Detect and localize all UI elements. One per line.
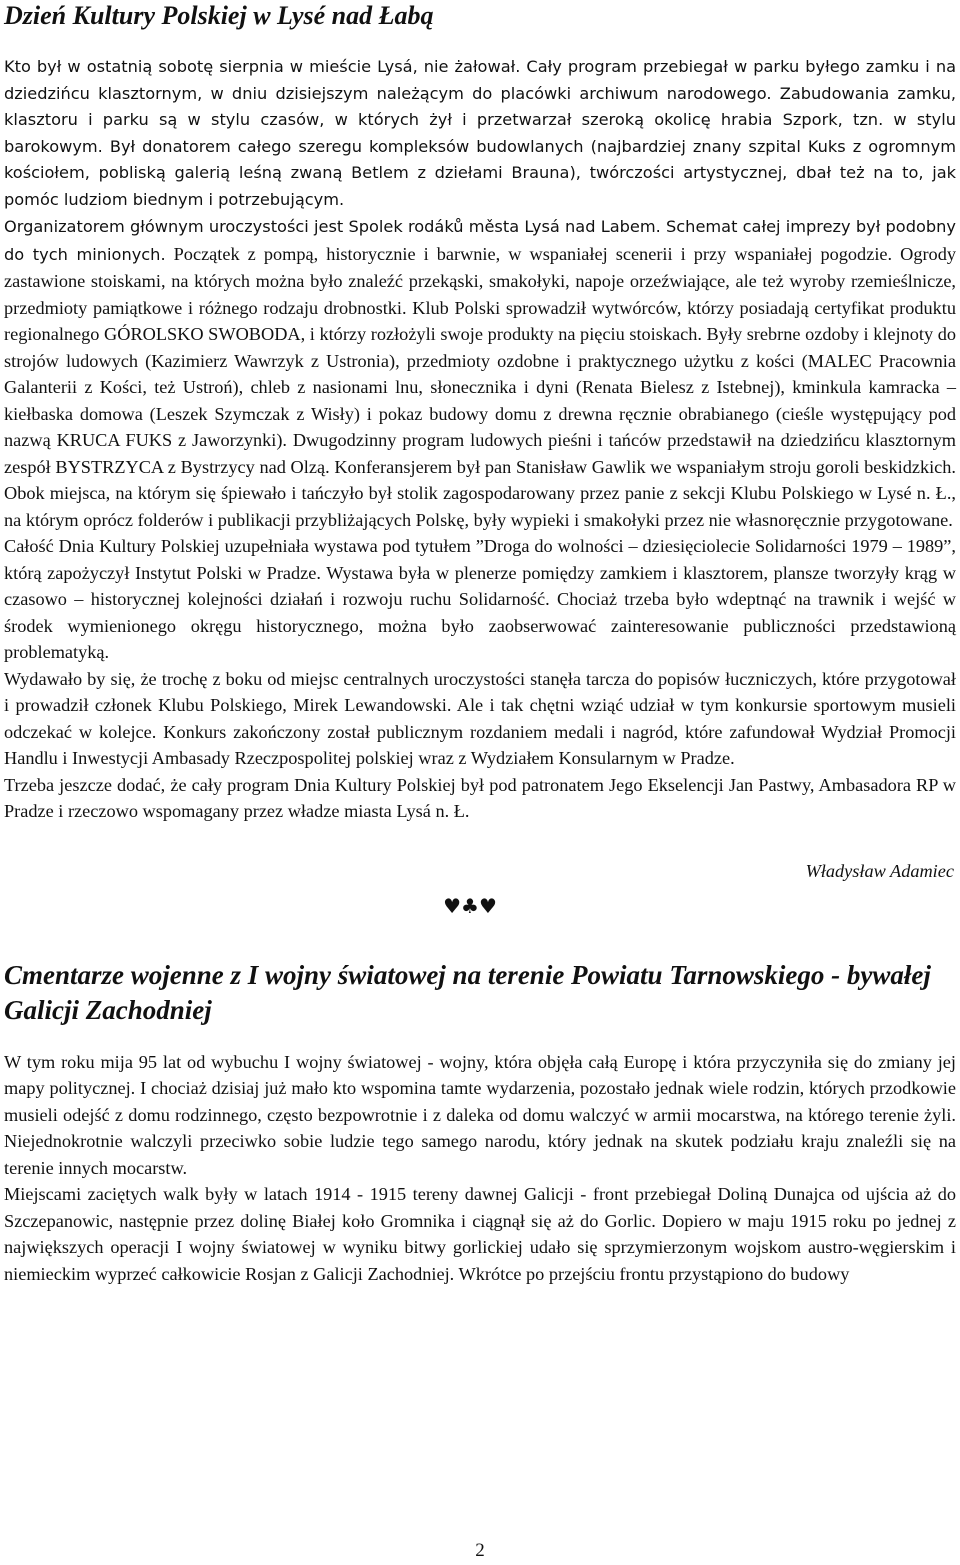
article-body	[4, 54, 956, 825]
article-body-2	[4, 1049, 956, 1288]
paragraph-archery: Wydawało by się, że trochę z boku od miejsc centralnych uroczystości stanęła tarcza do popisów łuczniczych, które przygotował i prowadził członek Klubu Polskiego, Mirek Lewandowski. Ale i tak chętni wziąć udział w tym konkursie sportowym musieli odczekać w kolejce. Konkurs zakończony został publicznym rozdaniem medali i nagród, które zafundował Wydział Promocji Handlu i Inwestycji Ambasady Rzeczpospolitej polskiej wraz z Wydziałem Konsularnym w Pradze.	[4, 668, 956, 768]
paragraph-program-lead: Organizatorem głównym uroczystości jest Spolek rodáků města Lysá nad Labem. Schemat całej imprezy był podobny do tych minionych.	[4, 217, 956, 264]
document-page	[4, 0, 956, 1287]
page-number: 2	[475, 1540, 485, 1561]
paragraph-ww1-intro: W tym roku mija 95 lat od wybuchu I wojny światowej - wojny, która objęła całą Europę i która przyczyniła się do zmiany jej mapy politycznej. I chociaż dzisiaj już mało kto wspomina tamte wydarzenia, pozostało jednak wiele rodzin, których przodkowie musieli odejść z domu rodzinnego, często bezpowrotnie i z daleka od domu walczyć w armii mocarstwa, na którego terenie żyli. Niejednokrotnie walczyli przeciwko sobie ludzie tego samego narodu, który jednak na skutek podziału kraju znaleźli się na terenie innych mocarstw.	[4, 1051, 956, 1178]
article-title-2: Cmentarze wojenne z I wojny światowej na terenie Powiatu Tarnowskiego - bywałej Galicji Zachodniej	[4, 959, 931, 1025]
paragraph-ww1-front: Miejscami zaciętych walk były w latach 1914 - 1915 tereny dawnej Galicji - front przebiegał Doliną Dunajca od ujścia aż do Szczepanowic, następnie przez dolinę Białej koło Gromnika i ciągnął się aż do Gorlic. Dopiero w maju 1915 roku po jednej z największych operacji I wojny światowej w wyniku bitwy gorlickiej udało się sprzymierzonym wojskom austro-węgierskim i niemieckim wyprzeć całkowicie Rosjan z Galicji Zachodniej. Wkrótce po przejściu frontu przystąpiono do budowy	[4, 1184, 956, 1284]
paragraph-intro: Kto był w ostatnią sobotę sierpnia w mieście Lysá, nie żałował. Cały program przebiegał w parku byłego zamku i na dziedzińcu klasztornym, w dniu dzisiejszym należącym do placówki archiwum narodowego. Zabudowania zamku, klasztoru i parku są w stylu czasów, w których żył i przetwarzał szeroką okolicę hrabia Szpork, tzn. w stylu barokowym. Był donatorem całego szeregu kompleksów budowlanych (najbardziej znany szpital Kuks z ogromnym kościołem, pobliską galerią leśną zwaną Betlem z dziełami Brauna), twórczości artystycznej, dbał też na to, jak pomóc ludziom biednym i potrzebującym.	[4, 57, 956, 209]
section-divider-ornament: ♥♣♥	[443, 893, 497, 918]
article-author: Władysław Adamiec	[805, 860, 954, 881]
paragraph-exhibition: Całość Dnia Kultury Polskiej uzupełniała wystawa pod tytułem ”Droga do wolności – dziesięciolecie Solidarności 1979 – 1989”, którą zapożyczył Instytut Polski w Pradze. Wystawa była w plenerze pomiędzy zamkiem i klasztorem, plansze tworzyły krąg w czasowo – historycznej kolejności działań i rozwoju ruchu Solidarność. Chociaż trzeba było wdeptnąć na trawnik i wejść w środek wymienionego okręgu historycznego, można było zaobserwować zainteresowanie publiczności przedstawioną problematyką.	[4, 536, 956, 662]
paragraph-program-rest: Początek z pompą, historycznie i barwnie, w wspaniałej scenerii i przy wspaniałej pogodzie. Ogrody zastawione stoiskami, na których można było znaleźć przekąski, smakołyki, napoje orzeźwiające, ale też wyroby rzemieślnicze, przedmioty pamiątkowe i różnego rodzaju drobnostki. Klub Polski sprowadził wytwórców, którzy posiadają certyfikat produktu regionalnego GÓROLSKO SWOBODA, i którzy rozłożyli swoje produkty na pięciu stoiskach. Były srebrne ozdoby i klejnoty do strojów ludowych (Kazimierz Wawrzyk z Ustronia), przedmioty ozdobne i praktycznego użytku z kości (MALEC Pracownia Galanterii z Kości, też Ustroń), chleb z nasionami lnu, słonecznika i dyni (Renata Bielesz z Istebnej), kminkula kamracka – kiełbaska domowa (Leszek Szymczak z Wisły) i pokaz budowy domu z drewna ręcznie obrabianego (cieśle występujący pod nazwą KRUCA FUKS z Jaworzynki). Dwugodzinny program ludowych pieśni i tańców przedstawił na dziedzińcu klasztornym zespół BYSTRZYCA z Bystrzycy nad Olzą. Konferansjerem był pan Stanisław Gawlik we wspaniałym stroju goroli beskidzkich. Obok miejsca, na którym się śpiewało i tańczyło był stolik zagospodarowany przez panie z sekcji Klubu Polskiego w Lysé n. Ł., na którym oprócz folderów i publikacji przybliżających Polskę, były wypieki i smakołyki przez nie własnoręcznie przygotowane.	[4, 243, 956, 530]
paragraph-program	[4, 213, 956, 533]
paragraph-patronage: Trzeba jeszcze dodać, że cały program Dnia Kultury Polskiej był pod patronatem Jego Ekselencji Jan Pastwy, Ambasadora RP w Pradze i rzeczowo wspomagany przez władze miasta Lysá n. Ł.	[4, 774, 956, 821]
article-title: Dzień Kultury Polskiej w Lysé nad Łabą	[4, 1, 434, 30]
